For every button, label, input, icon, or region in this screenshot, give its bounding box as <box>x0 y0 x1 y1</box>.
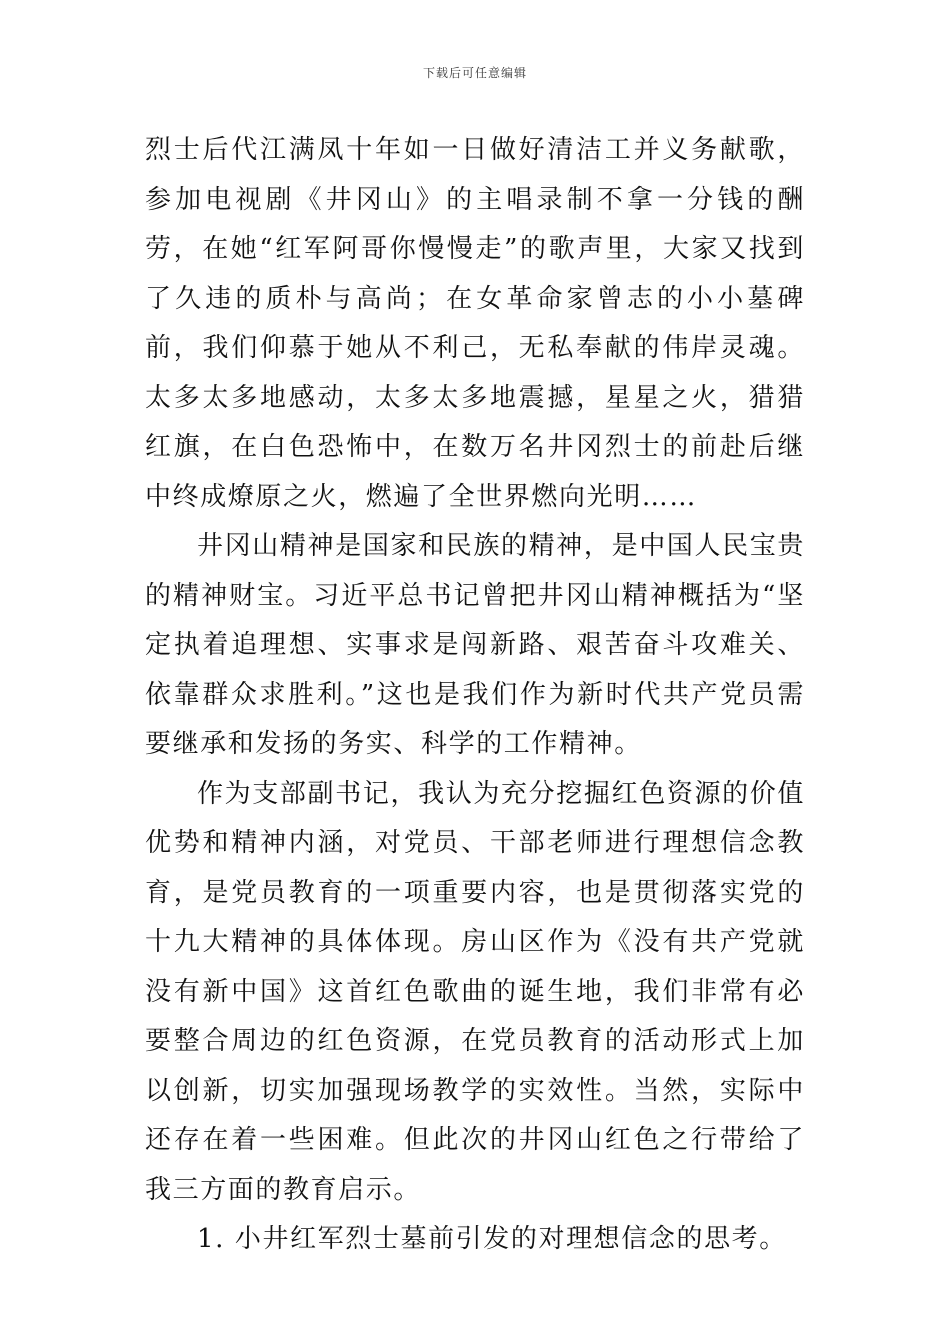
paragraph-section-heading-1: 1. 小井红军烈士墓前引发的对理想信念的思考。 <box>197 1224 787 1254</box>
paragraph-martyrs-continued: 烈士后代江满凤十年如一日做好清洁工并义务献歌，参加电视剧《井冈山》的主唱录制不拿一分钱的酬劳，在她“红军阿哥你慢慢走”的歌声里，大家又找到了久违的质朴与高尚；在女革命家曾志的小小墓碑前，我们仰慕于她从不利己，无私奉献的伟岸灵魂。太多太多地感动，太多太多地震撼，星星之火，猎猎红旗，在白色恐怖中，在数万名井冈烈士的前赴后继中终成燎原之火，燃遍了全世界燃向光明…… <box>145 135 805 512</box>
page-header-note: 下载后可任意编辑 <box>422 66 527 80</box>
document-body <box>145 126 805 1265</box>
paragraph-jinggangshan-spirit: 井冈山精神是国家和民族的精神，是中国人民宝贵的精神财宝。习近平总书记曾把井冈山精神概括为“坚定执着追理想、实事求是闯新路、艰苦奋斗攻难关、依靠群众求胜利。”这也是我们作为新时代共产党员需要继承和发扬的务实、科学的工作精神。 <box>145 531 805 759</box>
paragraph-party-education: 作为支部副书记，我认为充分挖掘红色资源的价值优势和精神内涵，对党员、干部老师进行理想信念教育，是党员教育的一项重要内容，也是贯彻落实党的十九大精神的具体体现。房山区作为《没有共产党就没有新中国》这首红色歌曲的诞生地，我们非常有必要整合周边的红色资源，在党员教育的活动形式上加以创新，切实加强现场教学的实效性。当然，实际中还存在着一些困难。但此次的井冈山红色之行带给了我三方面的教育启示。 <box>145 778 805 1205</box>
